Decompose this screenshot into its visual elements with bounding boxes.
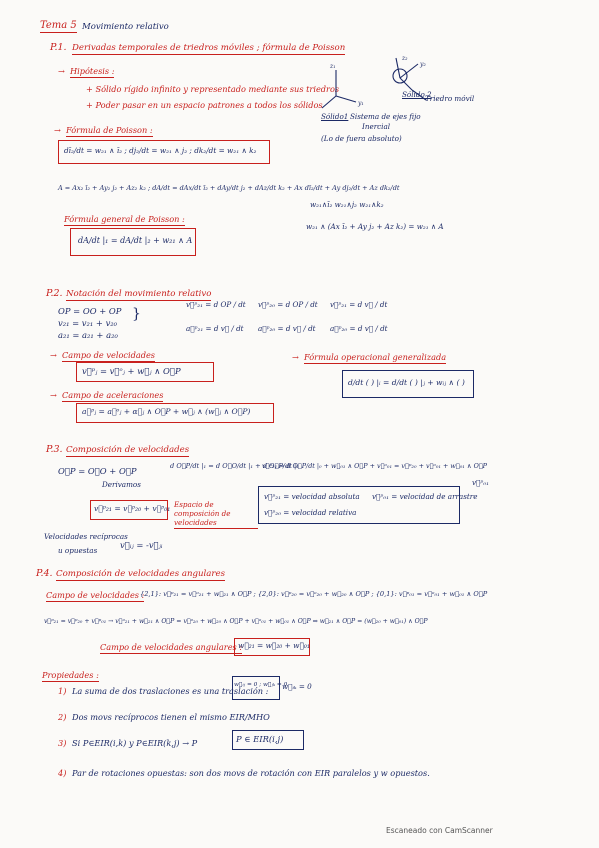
p4-heading-num: P.4. xyxy=(36,568,53,579)
p3-heading-text: Composición de velocidades xyxy=(66,445,190,455)
arrow-icon: → xyxy=(50,350,57,360)
espacio-label: Espacio de composición de velocidades xyxy=(174,500,258,529)
reciprocas-label-a: Velocidades recíprocas xyxy=(44,532,128,541)
svg-text:z₁: z₁ xyxy=(330,63,336,70)
propiedad-4-text: Par de rotaciones opuestas: son dos movs de rotación con EIR paralelos y w opuestos. xyxy=(72,768,430,778)
solido2-desc: Triedro móvil xyxy=(425,94,475,103)
campo-aceleraciones-equation: a⃗ᵖⱼ = a⃗ᵒⱼ + α⃗ⱼ ∧ O⃗P + w⃗ⱼ ∧ (w⃗ⱼ ∧ O⃗P) xyxy=(82,407,251,416)
op-equation-2: v₂₁ = v₂₁ + v₂₀ xyxy=(58,318,118,328)
p3-heading-num: P.3. xyxy=(46,444,63,455)
campo-velocidades-p4-equations: {2,1}: v⃗ᵖ₂₁ = v⃗ᵒ₂₁ + w⃗₂₁ ∧ O⃗P ; {2,0}: v⃗ᵖ₂₀ = v⃗ᵒ₂₀ + w⃗₂₀ ∧ O⃗P ; {0,1}: v⃗ᵖ₀₁ = v⃗ᵒ₀₁ + w⃗₀₁ ∧ O⃗P xyxy=(140,590,488,598)
reciprocas-equation: v⃗ᵢⱼ = -v⃗ⱼᵢ xyxy=(120,540,163,550)
formula-operacional-label: Fórmula operacional generalizada xyxy=(304,352,447,362)
propiedad-2-text: Dos movs recíprocos tienen el mismo EIR/MHO xyxy=(72,712,270,722)
cross-terms: w₂₁∧ī₂ w₂₁∧j₂ w₂₁∧k₂ xyxy=(310,200,384,209)
arrow-icon: → xyxy=(58,66,65,76)
campo-angulares-label: Campo de velocidades angulares : xyxy=(100,642,243,652)
campo-velocidades-label: Campo de velocidades xyxy=(62,350,156,360)
general-poisson-label: Fórmula general de Poisson : xyxy=(64,214,185,224)
poisson-result: w₂₁ ∧ (Ax ī₂ + Ay j₂ + Az k₂) = w₂₁ ∧ A xyxy=(306,222,444,231)
p3-equation-mid: d O⃗P/dt |₁ = d O⃗O/dt |₁ + d O⃗P/dt |₁ xyxy=(170,462,299,470)
propiedad-1-text: La suma de dos traslaciones es una traslación : xyxy=(72,686,269,696)
arrow-icon: → xyxy=(50,390,57,400)
propiedad-2-num: 2) xyxy=(58,712,67,722)
p3-equation-left: O⃗P = O⃗O + O⃗P xyxy=(58,466,137,476)
propiedad-3-text: Si P∈EIR(i,k) y P∈EIR(k,j) → P xyxy=(72,738,198,748)
definition-3: v⃗ᵖ₂₁ = d v⃗ / dt xyxy=(330,300,388,309)
propiedades-label: Propiedades : xyxy=(42,670,99,680)
p3-equation-right-sub: v⃗ᵖ₀₁ xyxy=(472,478,490,487)
campo-velocidades-equation: v⃗ᵖⱼ = v⃗ᵒⱼ + w⃗ⱼ ∧ O⃗P xyxy=(82,366,181,376)
p3-equation-right: v⃗ᵖ₂₁ = d O⃗P/dt |₀ + w⃗₀₁ ∧ O⃗P + v⃗ᵒ₀₁ = v⃗ᵖ₂₀ + v⃗ᵒ₀₁ + w⃗₀₁ ∧ O⃗P xyxy=(262,462,487,470)
propiedad-1-box-text: w⃗ᵢⱼ = 0 ; w⃗ⱼₖ = 0 xyxy=(234,682,288,688)
hipotesis-1: + Sólido rígido infinito y representado mediante sus triedros xyxy=(86,84,340,94)
p4-long-equation: v⃗ᵖ₂₁ = v⃗ᵖ₂₀ + v⃗ᵖ₀₁ → v⃗ᵒ₂₁ + w⃗₂₁ ∧ O⃗P = v⃗ᵒ₂₀ + w⃗₂₀ ∧ O⃗P + v⃗ᵒ₀₁ + w⃗₀₁ ∧ O⃗P ⇒ w⃗₂₁ ∧ O⃗P = (w⃗₂₀ + w⃗₀₁) ∧ O⃗P xyxy=(44,618,428,625)
p2-heading-text: Notación del movimiento relativo xyxy=(66,289,212,299)
op-equation-1: OP = OO + OP xyxy=(58,306,122,316)
definition-5: a⃗ᵖ₂₀ = d v⃗ / dt xyxy=(258,324,316,333)
poisson-equation: dī₂/dt = w₂₁ ∧ ī₂ ; dj₂/dt = w₂₁ ∧ j₂ ; dk₂/dt = w₂₁ ∧ k₂ xyxy=(64,146,257,155)
solido1-note: (Lo de fuera absoluto) xyxy=(321,134,402,143)
solido2-label: Sólido 2 xyxy=(402,90,432,99)
def-velocidad-absoluta: v⃗ᵖ₂₁ = velocidad absoluta xyxy=(264,492,360,501)
campo-angulares-equation: w⃗₂₁ = w⃗₂₀ + w⃗₀₁ xyxy=(238,641,310,650)
brace-icon: } xyxy=(132,306,141,322)
hipotesis-2: + Poder pasar en un espacio patrones a todos los sólidos xyxy=(86,100,323,110)
formula-operacional-equation: d/dt ( ) |ᵢ = d/dt ( ) |ⱼ + wᵢⱼ ∧ ( ) xyxy=(348,378,465,387)
propiedad-1-result: w⃗ᵢₖ = 0 xyxy=(282,682,312,691)
op-equation-3: a₂₁ = a₂₁ + a₂₀ xyxy=(58,330,118,340)
poisson-label: Fórmula de Poisson : xyxy=(66,125,153,135)
scanner-watermark: Escaneado con CamScanner xyxy=(386,826,493,835)
solido1-desc-a: Sistema de ejes fijo xyxy=(350,112,421,121)
hipotesis-label: Hipótesis : xyxy=(70,66,115,76)
arrow-icon: → xyxy=(292,352,299,362)
def-velocidad-arrastre: v⃗ᵖ₀₁ = velocidad de arrastre xyxy=(372,492,478,501)
propiedad-3-num: 3) xyxy=(58,738,67,748)
p1-heading-num: P.1. xyxy=(50,42,67,53)
definition-2: v⃗ᵖ₂₀ = d OP / dt xyxy=(258,300,318,309)
p2-heading-num: P.2. xyxy=(46,288,63,299)
campo-velocidades-p4-label: Campo de velocidades : xyxy=(46,590,145,600)
p1-heading-text: Derivadas temporales de triedros móviles ; fórmula de Poisson xyxy=(72,43,346,53)
tema-number: Tema 5 xyxy=(40,20,77,31)
reciprocas-label-b: u opuestas xyxy=(58,546,98,555)
solido1-desc-b: Inercial xyxy=(362,122,391,131)
p4-heading-text: Composición de velocidades angulares xyxy=(56,569,226,579)
campo-aceleraciones-label: Campo de aceleraciones xyxy=(62,390,164,400)
solido1-label: Sólido1 xyxy=(321,112,349,121)
general-poisson-equation: dA/dt |₁ = dA/dt |₂ + w₂₁ ∧ A xyxy=(78,236,193,245)
propiedad-1-box xyxy=(232,676,280,700)
definition-1: v⃗ᵖ₂₁ = d OP / dt xyxy=(186,300,246,309)
derivamos-label: Derivamos xyxy=(102,480,141,489)
tema-title: Movimiento relativo xyxy=(82,22,169,32)
svg-text:y₁: y₁ xyxy=(358,100,364,107)
propiedad-3-box-text: P ∈ EIR(i,j) xyxy=(236,734,284,744)
composicion-equation: v⃗ᵖ₂₁ = v⃗ᵖ₂₀ + v⃗ᵖ₀₁ xyxy=(94,504,171,513)
svg-text:y₂: y₂ xyxy=(420,61,426,68)
def-velocidad-relativa: v⃗ᵖ₂₀ = velocidad relativa xyxy=(264,508,357,517)
propiedad-4-num: 4) xyxy=(58,768,67,778)
definition-6: a⃗ᵖ₂₀ = d v⃗ / dt xyxy=(330,324,388,333)
arrow-icon: → xyxy=(54,125,61,135)
definition-4: a⃗ᵖ₂₁ = d v⃗ / dt xyxy=(186,324,244,333)
propiedad-1-num: 1) xyxy=(58,686,67,696)
svg-text:z₂: z₂ xyxy=(402,56,408,62)
expand-equation: A = Ax₂ ī₂ + Ay₂ j₂ + Az₂ k₂ ; dA/dt = dAx/dt ī₂ + dAy/dt j₂ + dAz/dt k₂ + Ax dī₂/dt + Ay dj₂/dt + Az dk₂/dt xyxy=(58,184,400,192)
